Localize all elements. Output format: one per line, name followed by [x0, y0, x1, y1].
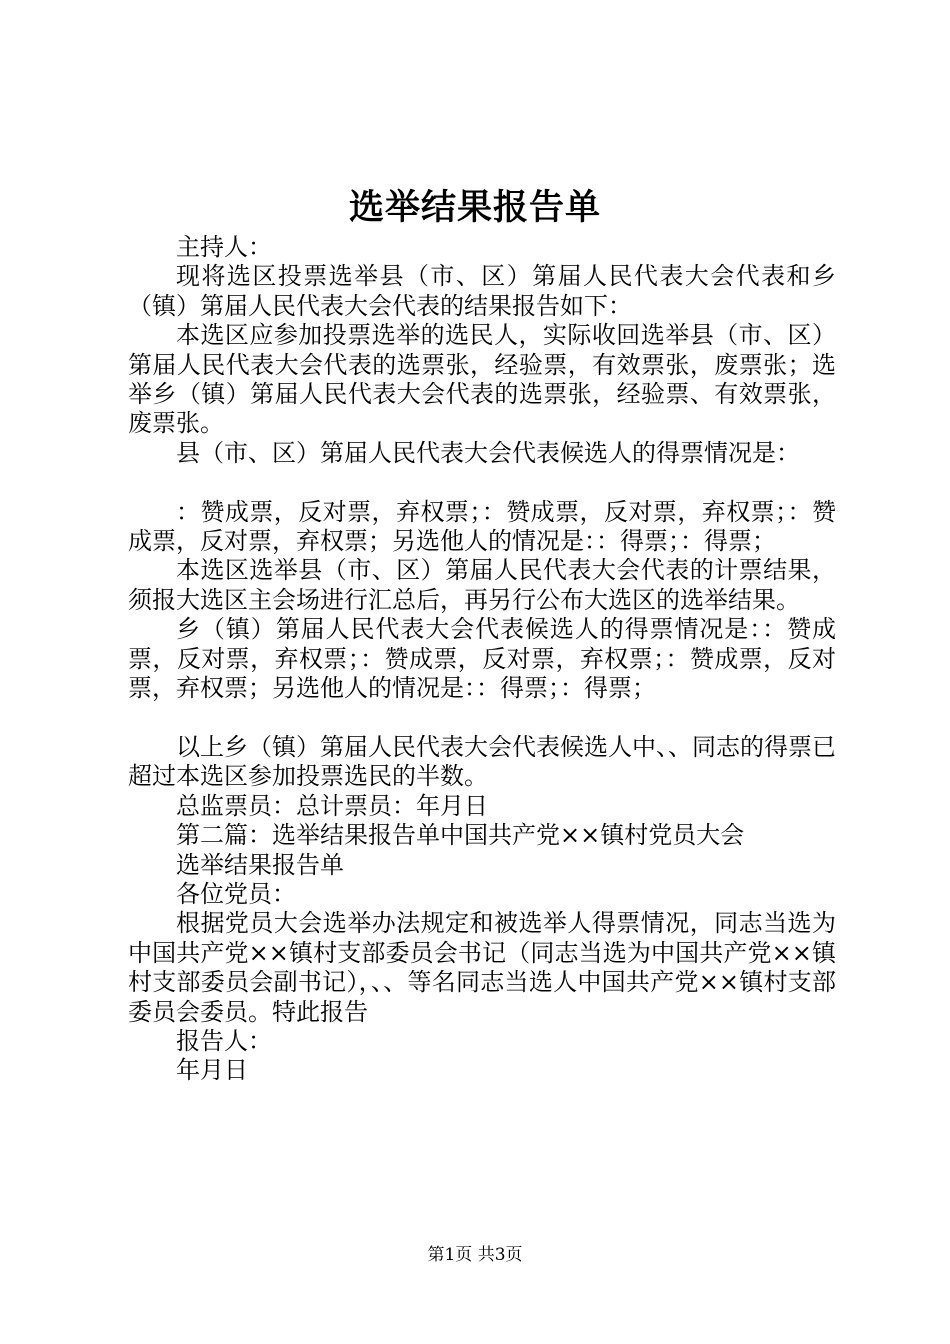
paragraph-part-two-subtitle: 选举结果报告单 — [176, 850, 344, 879]
paragraph-county-heading: 县（市、区）第届人民代表大会代表候选人的得票情况是： — [176, 438, 800, 467]
paragraph-party-result: 根据党员大会选举办法规定和被选举人得票情况，同志当选为中国共产党××镇村支部委员会书记（同志当选为中国共产党××镇村支部委员会副书记），、、等名同志当选人中国共产党××镇村支部委员会委员。特此报告 — [128, 909, 836, 1026]
paragraph-ballot-count: 本选区应参加投票选举的选民人，实际收回选举县（市、区）第届人民代表大会代表的选票张，经验票，有效票张，废票张；选举乡（镇）第届人民代表大会代表的选票张，经验票、有效票张，废票张。 — [128, 321, 836, 438]
paragraph-intro: 现将选区投票选举县（市、区）第届人民代表大会代表和乡（镇）第届人民代表大会代表的结果报告如下： — [128, 262, 836, 320]
blank-line — [128, 703, 836, 732]
paragraph-part-two-title: 第二篇：选举结果报告单中国共产党××镇村党员大会 — [176, 821, 745, 850]
paragraph-township-votes: 乡（镇）第届人民代表大会代表候选人的得票情况是：：赞成票，反对票，弃权票；：赞成票，反对票，弃权票；：赞成票，反对票，弃权票；另选他人的情况是：：得票；：得票； — [128, 615, 836, 703]
document-body — [128, 233, 836, 1086]
paragraph-reporter: 报告人： — [176, 1026, 272, 1055]
document-title: 选举结果报告单 — [348, 187, 601, 228]
paragraph-majority: 以上乡（镇）第届人民代表大会代表候选人中、、同志的得票已超过本选区参加投票选民的半数。 — [128, 732, 836, 791]
paragraph-salutation: 各位党员： — [176, 879, 296, 908]
paragraph-host: 主持人： — [176, 233, 272, 261]
paragraph-date: 年月日 — [176, 1056, 248, 1085]
paragraph-signatures: 总监票员：总计票员：年月日 — [176, 791, 488, 820]
page-footer: 第1页 共3页 — [427, 1245, 523, 1265]
blank-line — [128, 468, 836, 497]
paragraph-county-votes: ：赞成票，反对票，弃权票；：赞成票，反对票，弃权票；：赞成票，反对票，弃权票；另选他人的情况是：：得票；：得票； — [128, 497, 836, 556]
paragraph-county-result: 本选区选举县（市、区）第届人民代表大会代表的计票结果，须报大选区主会场进行汇总后，再另行公布大选区的选举结果。 — [128, 556, 836, 614]
